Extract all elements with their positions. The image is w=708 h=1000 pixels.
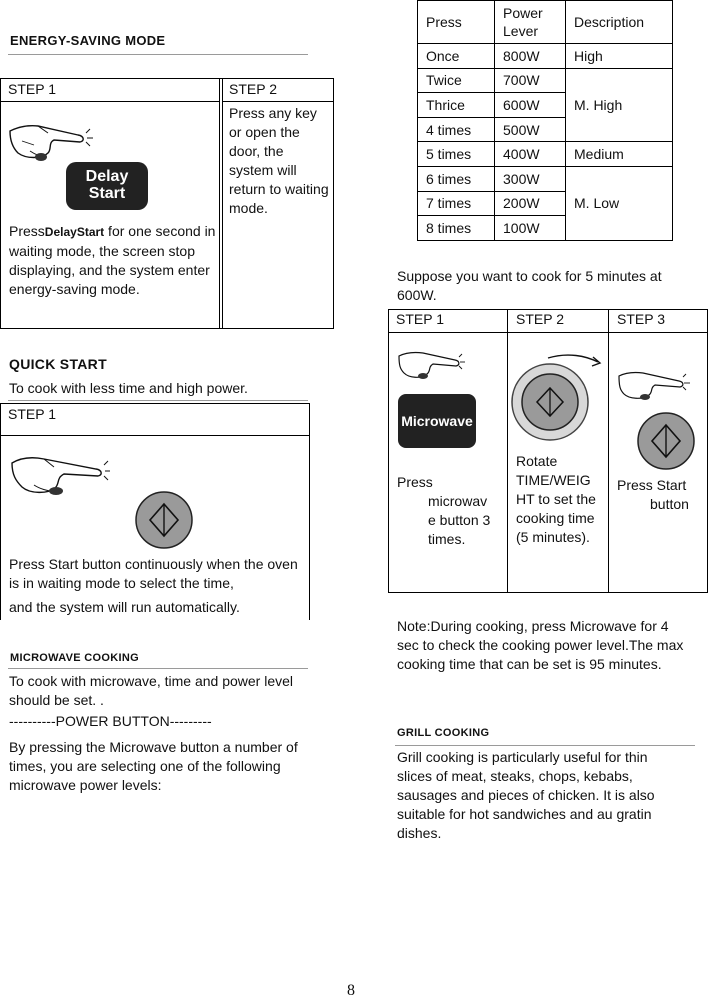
start-button[interactable]	[636, 411, 696, 471]
power-level-table	[417, 0, 673, 241]
table-header-cell: Power Lever	[495, 1, 566, 44]
table-cell: 500W	[495, 117, 566, 142]
energy-step1-label: STEP 1	[8, 81, 56, 97]
table-cell: 200W	[495, 191, 566, 216]
table-cell: 6 times	[418, 166, 495, 191]
pointing-hand-icon	[8, 113, 94, 165]
energy-step2-text: Press any key or open the door, the system will return to waiting mode.	[229, 105, 329, 216]
delay-start-inline-label: DelayStart	[44, 225, 105, 239]
table-cell: 700W	[495, 68, 566, 93]
example-step3-text	[617, 476, 705, 514]
pointing-hand-icon	[617, 364, 691, 404]
start-button[interactable]	[134, 490, 194, 550]
example-step3-line: button	[650, 496, 689, 512]
quick-box-header-rule	[0, 435, 310, 436]
example-step1-line: times.	[428, 531, 466, 547]
grill-heading: GRILL COOKING	[397, 727, 490, 739]
quick-step1-label: STEP 1	[8, 406, 56, 422]
table-cell: Thrice	[418, 93, 495, 118]
quick-box-top	[0, 403, 310, 404]
table-row	[418, 166, 673, 191]
energy-table-header-rule	[0, 101, 220, 102]
delay-start-line2: Start	[88, 185, 126, 202]
table-cell: 100W	[495, 216, 566, 241]
table-cell: 7 times	[418, 191, 495, 216]
table-row	[418, 44, 673, 69]
energy-step2-label: STEP 2	[229, 81, 277, 97]
table-cell: M. High	[566, 68, 673, 142]
energy-step1-rest: for one second in waiting mode, the screen stop displaying, and the system enter energy-saving mode.	[9, 223, 216, 297]
power-button-label: ----------POWER BUTTON---------	[9, 713, 212, 729]
energy-heading: ENERGY-SAVING MODE	[10, 33, 166, 48]
example-step1-line: microwav	[428, 493, 488, 509]
example-step3-line: Press Start	[617, 477, 687, 493]
microwave-heading: MICROWAVE COOKING	[10, 652, 139, 664]
table-cell: 8 times	[418, 216, 495, 241]
example-step2-text: Rotate TIME/WEIG HT to set the cooking time (5 minutes).	[516, 453, 596, 545]
table-header-row	[418, 1, 673, 44]
grill-body: Grill cooking is particularly useful for thin slices of meat, steaks, chops, kebabs, sausages and pieces of chicken. It is also suitable for hot sandwiches and au gratin dishes.	[397, 749, 655, 841]
example-step3-label: STEP 3	[617, 311, 665, 327]
energy-table-col-divider-2	[222, 78, 223, 329]
energy-table-col-divider	[219, 78, 220, 329]
quick-rule	[8, 400, 308, 401]
table-cell: 800W	[495, 44, 566, 69]
example-step1-text	[397, 473, 502, 549]
example-step1-line: e button 3	[428, 512, 491, 528]
table-cell: M. Low	[566, 166, 673, 240]
table-header-cell: Press	[418, 1, 495, 44]
grill-rule	[395, 745, 695, 746]
example-step1-label: STEP 1	[396, 311, 444, 327]
table-row	[418, 142, 673, 167]
quick-intro: To cook with less time and high power.	[9, 380, 248, 396]
table-row	[418, 68, 673, 93]
example-intro: Suppose you want to cook for 5 minutes at 600W.	[397, 268, 662, 303]
energy-heading-rule	[8, 54, 308, 55]
quick-step1-text: Press Start button continuously when the oven is in waiting mode to select the time,	[9, 556, 298, 591]
table-header-cell: Description	[566, 1, 673, 44]
table-cell: 4 times	[418, 117, 495, 142]
example-step1-line: Press	[397, 474, 433, 490]
table-cell: Twice	[418, 68, 495, 93]
cooking-note: Note:During cooking, press Microwave for 4 sec to check the cooking power level.The max cooking time that can be set is 95 minutes.	[397, 618, 684, 672]
table-cell: Medium	[566, 142, 673, 167]
energy-step1-text	[9, 222, 217, 299]
table-cell: 300W	[495, 166, 566, 191]
example-col-divider	[608, 309, 609, 593]
pointing-hand-icon	[397, 344, 465, 382]
table-cell: High	[566, 44, 673, 69]
example-header-rule	[388, 332, 708, 333]
quick-heading: QUICK START	[9, 356, 107, 372]
page-number: 8	[347, 982, 355, 999]
table-cell: 5 times	[418, 142, 495, 167]
pointing-hand-icon	[10, 447, 110, 499]
energy-step1-press: Press	[9, 223, 45, 239]
delay-start-button[interactable]	[66, 162, 148, 210]
table-cell: 400W	[495, 142, 566, 167]
microwave-rule	[8, 668, 308, 669]
table-cell: 600W	[495, 93, 566, 118]
delay-start-line1: Delay	[85, 168, 129, 185]
quick-step1-text2: and the system will run automatically.	[9, 599, 240, 615]
microwave-body: By pressing the Microwave button a number of times, you are selecting one of the following microwave power levels:	[9, 739, 298, 793]
table-cell: Once	[418, 44, 495, 69]
rotate-arrow-icon	[548, 355, 598, 362]
time-weight-knob[interactable]	[508, 350, 608, 450]
microwave-button[interactable]: Microwave	[398, 394, 476, 448]
microwave-intro: To cook with microwave, time and power level should be set. .	[9, 673, 294, 708]
example-step2-label: STEP 2	[516, 311, 564, 327]
energy-table-header-rule-2	[222, 101, 334, 102]
